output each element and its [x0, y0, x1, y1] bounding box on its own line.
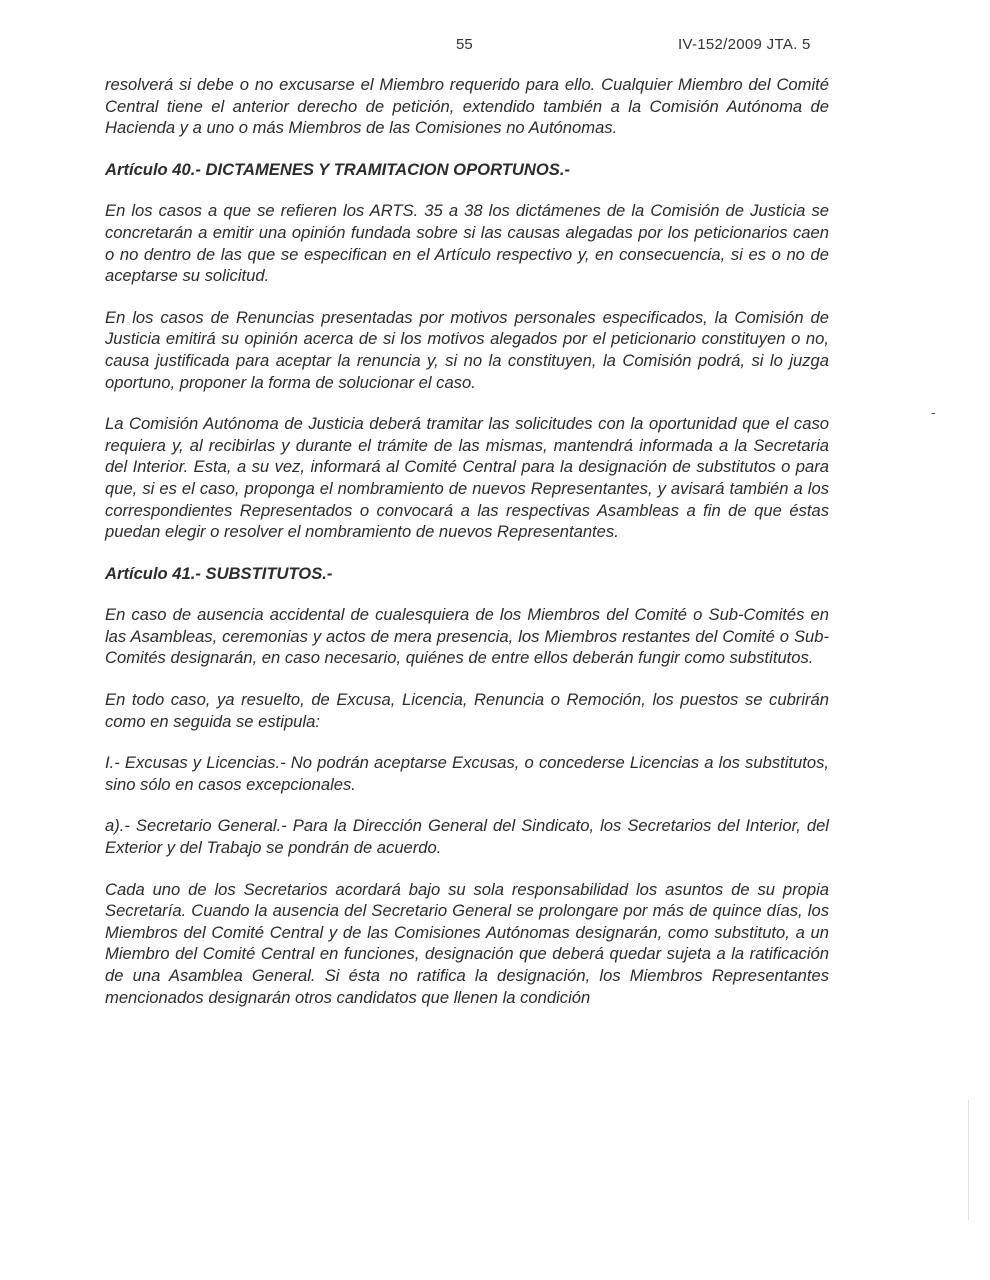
article-41-paragraph-3: I.- Excusas y Licencias.- No podrán aceptarse Excusas, o concederse Licencias a los substitutos, sino sólo en casos excepcionales.	[105, 753, 829, 794]
article-41-paragraph-2: En todo caso, ya resuelto, de Excusa, Licencia, Renuncia o Remoción, los puestos se cubrirán como en seguida se estipula:	[105, 690, 829, 731]
document-reference: IV-152/2009 JTA. 5	[678, 36, 811, 53]
intro-paragraph: resolverá si debe o no excusarse el Miembro requerido para ello. Cualquier Miembro del Comité Central tiene el anterior derecho de petición, extendido también a la Comisión Autónoma de Hacienda y a uno o más Miembros de las Comisiones no Autónomas.	[105, 75, 829, 138]
document-body	[105, 74, 829, 1028]
article-40-paragraph-1: En los casos a que se refieren los ARTS. 35 a 38 los dictámenes de la Comisión de Justicia se concretarán a emitir una opinión fundada sobre si las causas alegadas por los peticionarios caen o no dentro de las que se especifican en el Artículo respectivo y, en consecuencia, si es o no de aceptarse su solicitud.	[105, 201, 829, 286]
article-41-paragraph-5: Cada uno de los Secretarios acordará bajo su sola responsabilidad los asuntos de su propia Secretaría. Cuando la ausencia del Secretario General se prolongare por más de quince días, los Miembros del Comité Central y de las Comisiones Autónomas designarán, como substituto, a un Miembro del Comité Central en funciones, designación que deberá quedar sujeta a la ratificación de una Asamblea General. Si ésta no ratifica la designación, los Miembros Representantes mencionados designarán otros candidatos que llenen la condición	[105, 879, 829, 1007]
article-40-paragraph-2: En los casos de Renuncias presentadas por motivos personales especificados, la Comisión de Justicia emitirá su opinión acerca de si los motivos alegados por el peticionario constituyen o no, causa justificada para aceptar la renuncia y, si no la constituyen, la Comisión podrá, si lo juzga oportuno, proponer la forma de solucionar el caso.	[105, 307, 829, 392]
margin-dash-mark: -	[931, 404, 936, 420]
article-41-paragraph-4: a).- Secretario General.- Para la Dirección General del Sindicato, los Secretarios del Interior, del Exterior y del Trabajo se pondrán de acuerdo.	[105, 816, 829, 858]
scan-edge-line	[968, 1100, 969, 1220]
article-40-heading: Artículo 40.- DICTAMENES Y TRAMITACION OPORTUNOS.-	[105, 159, 570, 179]
article-41-paragraph-1: En caso de ausencia accidental de cualesquiera de los Miembros del Comité o Sub-Comités en las Asambleas, ceremonias y actos de mera presencia, los Miembros restantes del Comité o Sub-Comités designarán, en caso necesario, quiénes de entre ellos deberán fungir como substitutos.	[105, 605, 829, 668]
page-number: 55	[456, 36, 473, 53]
article-40-paragraph-3: La Comisión Autónoma de Justicia deberá tramitar las solicitudes con la oportunidad que el caso requiera y, al recibirlas y durante el trámite de las mismas, mantendrá informada a la Secretaria del Interior. Esta, a su vez, informará al Comité Central para la designación de substitutos o para que, si es el caso, proponga el nombramiento de nuevos Representantes, y avisará también a los correspondientes Representados o convocará a las respectivas Asambleas a fin de que éstas puedan elegir o resolver el nombramiento de nuevos Representantes.	[105, 414, 829, 542]
page-header	[0, 36, 990, 58]
article-41-heading: Artículo 41.- SUBSTITUTOS.-	[105, 563, 333, 583]
